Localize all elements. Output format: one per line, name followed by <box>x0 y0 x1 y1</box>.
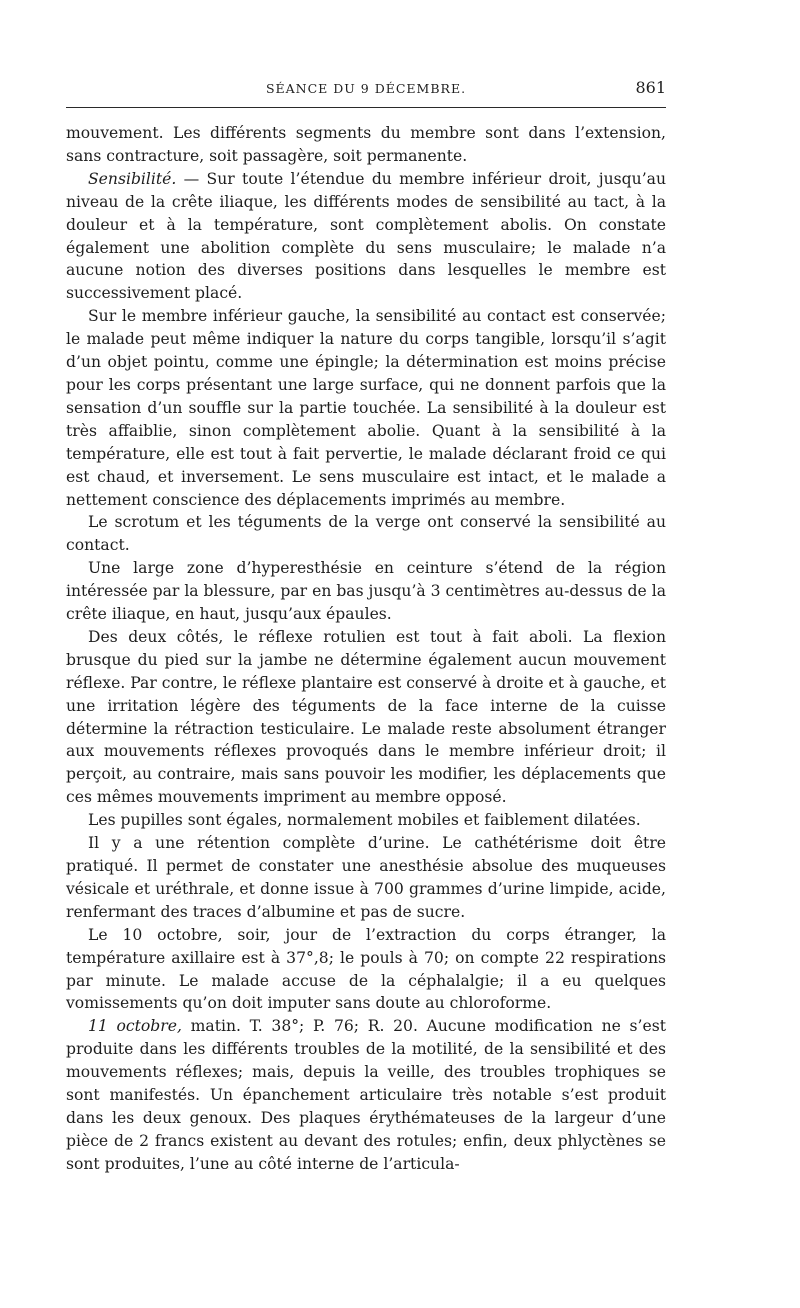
paragraph <box>66 305 666 511</box>
page-number: 861 <box>635 78 666 97</box>
paragraph-lead: 11 octobre, <box>88 1017 182 1036</box>
paragraph <box>66 122 666 168</box>
paragraph-text: Le scrotum et les téguments de la verge ont conservé la sensibilité au contact. <box>66 513 666 555</box>
body-text <box>66 122 666 1176</box>
paragraph-text: Une large zone d’hyperesthésie en ceinture s’étend de la région intéressée par la blessure, par en bas jusqu’à 3 centimètres au-dessus de la crête iliaque, en haut, jusqu’aux épaules. <box>66 559 667 624</box>
paragraph-text: — Sur toute l’étendue du membre inférieur droit, jusqu’au niveau de la crête iliaque, les différents modes de sensibilité au tact, à la douleur et à la température, sont complètement abolis. On constate également une abolition complète du sens musculaire; le malade n’a aucune notion des diverses positions dans lesquelles le membre est successivement placé. <box>66 169 666 303</box>
paragraph <box>66 924 666 1016</box>
running-title: SÉANCE DU 9 DÉCEMBRE. <box>265 81 467 96</box>
paragraph <box>66 168 666 305</box>
paragraph <box>66 626 666 809</box>
paragraph-text: Il y a une rétention complète d’urine. Le cathétérisme doit être pratiqué. Il permet de constater une anesthésie absolue des muqueuses vésicale et uréthrale, et donne issue à 700 grammes d’urine limpide, acide, renfermant des traces d’albumine et pas de sucre. <box>66 834 666 921</box>
paragraph <box>66 1015 666 1175</box>
paragraph <box>66 557 666 626</box>
paragraph-text: mouvement. Les différents segments du membre sont dans l’extension, sans contracture, soit passagère, soit permanente. <box>66 124 666 165</box>
paragraph <box>66 832 666 924</box>
page-header <box>66 78 666 100</box>
paragraph <box>66 511 666 557</box>
paragraph <box>66 809 666 832</box>
paragraph-text: matin. T. 38°; P. 76; R. 20. Aucune modification ne s’est produite dans les différents troubles de la motilité, de la sensibilité et des mouvements réflexes; mais, depuis la veille, des troubles trophiques se sont manifestés. Un épanchement articulaire très notable s’est produit dans les deux genoux. Des plaques érythémateuses de la largeur d’une pièce de 2 francs existent au devant des rotules; enfin, deux phlyctènes se sont produites, l’une au côté interne de l’articula- <box>66 1017 666 1173</box>
paragraph-lead: Sensibilité. <box>88 169 177 188</box>
paragraph-text: Des deux côtés, le réflexe rotulien est tout à fait aboli. La flexion brusque du pied sur la jambe ne détermine également aucun mouvement réflexe. Par contre, le réflexe plantaire est conservé à droite et à gauche, et une irritation légère des téguments de la face interne de la cuisse détermine la rétraction testiculaire. Le malade reste absolument étranger aux mouvements réflexes provoqués dans le membre inférieur droit; il perçoit, au contraire, mais sans pouvoir les modifier, les déplacements que ces mêmes mouvements impriment au membre opposé. <box>66 627 666 807</box>
book-page <box>66 0 666 1308</box>
header-rule <box>66 107 666 108</box>
paragraph-text: Les pupilles sont égales, normalement mobiles et faiblement dilatées. <box>88 811 641 830</box>
paragraph-text: Sur le membre inférieur gauche, la sensibilité au contact est conservée; le malade peut même indiquer la nature du corps tangible, lorsqu’il s’agit d’un objet pointu, comme une épingle; la détermination est moins précise pour les corps présentant une large surface, qui ne donnent parfois que la sensation d’un souffle sur la partie touchée. La sensibilité à la douleur est très affaiblie, sinon complètement abolie. Quant à la sensibilité à la température, elle est tout à fait pervertie, le malade déclarant froid ce qui est chaud, et inversement. Le sens musculaire est intact, et le malade a nettement conscience des déplacements imprimés au membre. <box>66 307 666 509</box>
paragraph-text: Le 10 octobre, soir, jour de l’extraction du corps étranger, la température axillaire est à 37°,8; le pouls à 70; on compte 22 respirations par minute. Le malade accuse de la céphalalgie; il a eu quelques vomissements qu’on doit imputer sans doute au chloroforme. <box>66 925 666 1013</box>
